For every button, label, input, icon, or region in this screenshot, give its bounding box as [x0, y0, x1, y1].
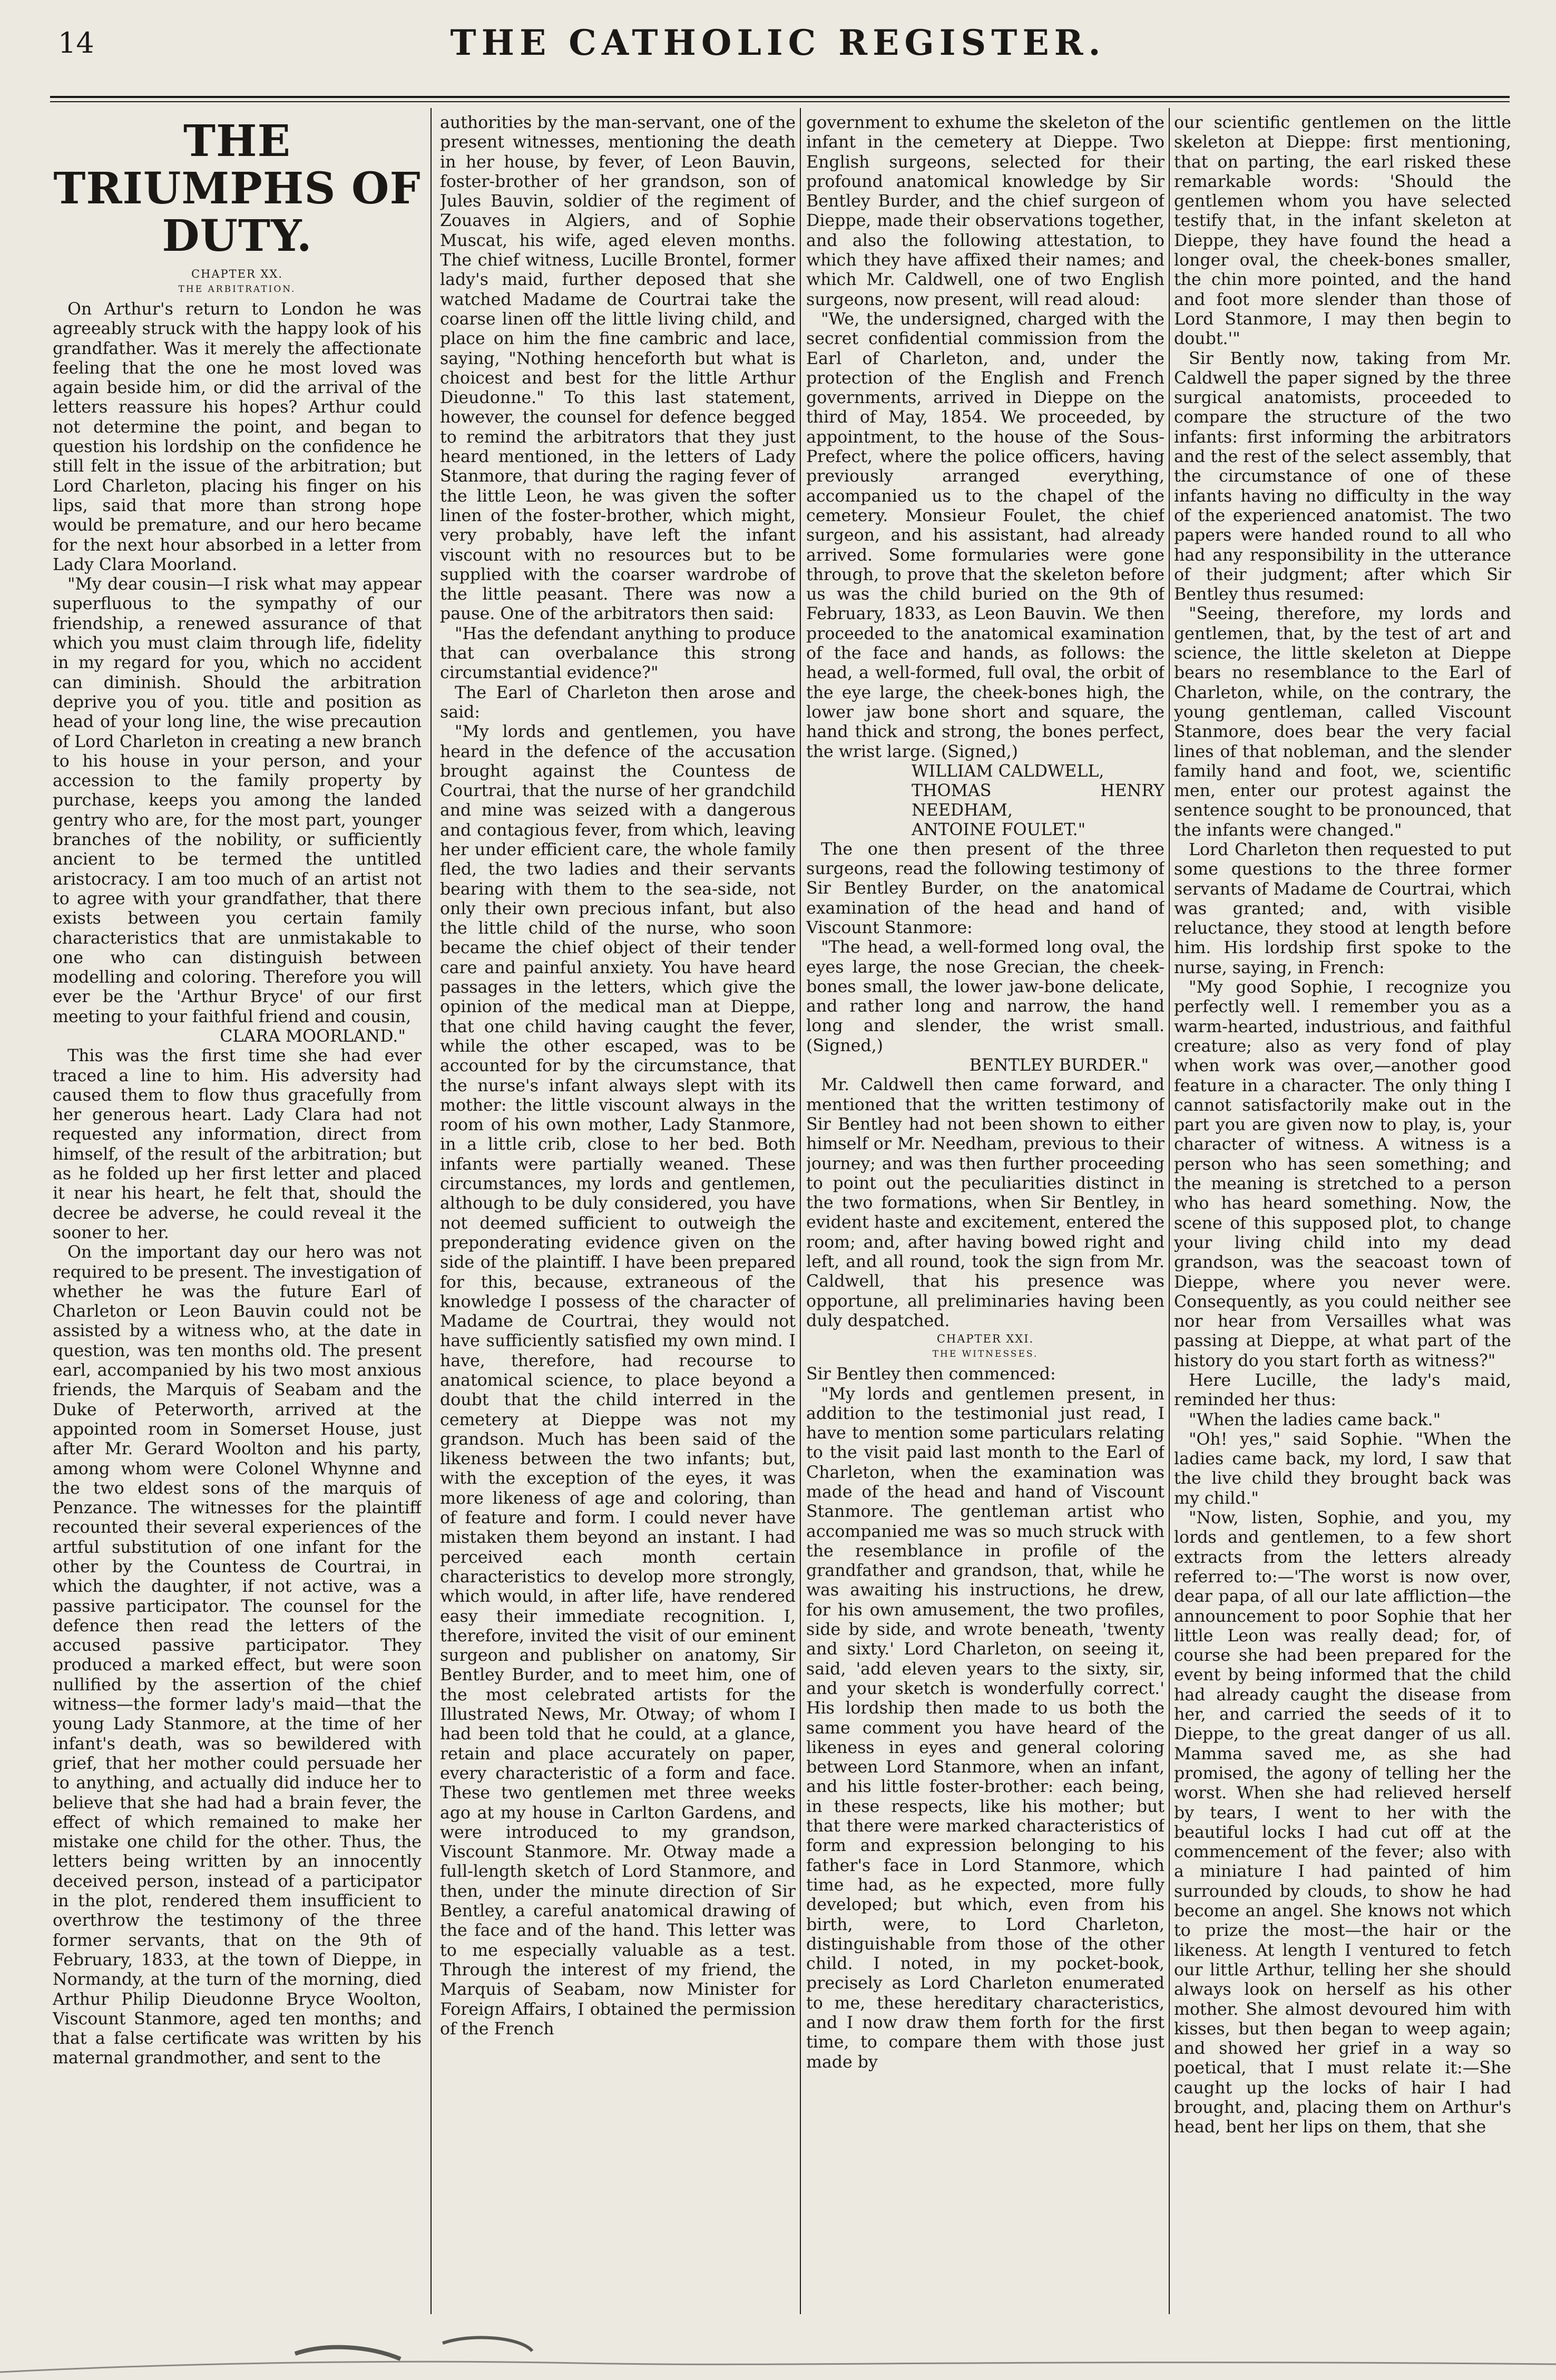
paragraph: "My lords and gentlemen, you have heard in the defence of the accusation brought against the Countess de Courtrai, that the nurse of her grandchild and mine was seized with a dangerous and contagious fever, from which, leaving her under efficient care, the whole family fled, the two ladies and their servants bearing with them to the sea-side, not only their own precious infant, but also the little child of the nurse, who soon became the chief object of their tender care and painful anxiety. You have heard passages in the letters, which give the opinion of the medical man at Dieppe, that one child having caught the fever, while the other escaped, was to be accounted for by the circumstance, that the nurse's infant always slept with its mother: the little viscount always in the room of his own mother, Lady Stanmore, in a little crib, close to her bed. Both infants were partially weaned. These circumstances, my lords and gentlemen, although to be duly considered, you have not deemed sufficient to outweigh the preponderating evidence given on the side of the plaintiff. I have been prepared for this, because, extraneous of the knowledge I possess of the character of Madame de Courtrai, they would not have sufficiently satisfied my own mind. I have, therefore, had recourse to anatomical science, to place beyond a doubt that the child interred in the cemetery at Dieppe was not my grandson. Much has been said of the likeness between the two infants; but, with the exception of the eyes, it was more likeness of age and coloring, than of feature and form. I could never have mistaken them beyond an instant. I had perceived each month certain characteristics to develop more strongly, which would, in after life, have rendered easy their immediate recognition. I, therefore, invited the visit of our eminent surgeon and publisher on anatomy, Sir Bentley Burder, and to meet him, one of the most celebrated artists for the Illustrated News, Mr. Otway; of whom I had been told that he could, at a glance, retain and place accurately on paper, every characteristic of a form and face. These two gentlemen met three weeks ago at my house in Carlton Gardens, and were introduced to my grandson, Viscount Stanmore. Mr. Otway made a full-length sketch of Lord Stanmore, and then, under the minute direction of Sir Bentley, a careful anatomical drawing of the face and of the hand. This letter was to me especially valuable as a test. Through the interest of my friend, the Marquis of Seabam, now Minister for Foreign Affairs, I obtained the permission of the French	[440, 722, 796, 2039]
paragraph: On Arthur's return to London he was agreeably struck with the happy look of his grandfather. Was it merely the affectionate feeling that the one he most loved was again beside him, or did the arrival of the letters reassure his hopes? Arthur could not determine the point, and began to question his lordship on the confidence he still felt in the issue of the arbitration; but Lord Charleton, placing his finger on his lips, said that more than strong hope would be premature, and our hero became for the next hour absorbed in a letter from Lady Clara Moorland.	[53, 300, 422, 574]
paragraph: "When the ladies came back."	[1189, 1410, 1441, 1429]
paragraph: "Now, listen, Sophie, and you, my lords and gentlemen, to a few short extracts from the letters already referred to:—'The worst is now over, dear papa, of all our late affliction—the announcement to poor Sophie that her little Leon was really dead; for, of course she had been prepared for the event by being informed that the child had already caught the disease from her, and carried the seeds of it to Dieppe, to the great danger of us all. Mamma saved me, as she had promised, the agony of telling her the worst. When she had relieved herself by tears, I went to her with the beautiful locks I had cut off at the commencement of the fever; also with a miniature I had painted of him surrounded by clouds, to show he had become an angel. She knows not which to prize the most—the hair or the likeness. At length I ventured to fetch our little Arthur, telling her she should always look on herself as his other mother. She almost devoured him with kisses, but then began to weep again; and showed her grief in a way so poetical, that I must relate it:—She caught up the locks of hair I had brought, and, placing them on Arthur's head, bent her lips on them, that she	[1174, 1509, 1511, 2137]
paragraph: "The head, a well-formed long oval, the eyes large, the nose Grecian, the cheek-bones small, the lower jaw-bone delicate, and rather long and narrow, the hand long and slender, the wrist small. (Signed,)	[806, 938, 1164, 1055]
column-3	[806, 113, 1164, 2309]
paragraph: "My lords and gentlemen present, in addition to the testimonial just read, I have to mention some particulars relating to the visit paid last month to the Earl of Charleton, when the examination was made of the head and hand of Viscount Stanmore. The gentleman artist who accompanied me was so much struck with the resemblance in profile of the grandfather and grandson, that, while he was awaiting his instructions, he drew, for his own amusement, the two profiles, side by side, and wrote beneath, 'twenty and sixty.' Lord Charleton, on seeing it, said, 'add eleven years to the sixty, sir, and your sketch is wonderfully correct.' His lordship then made to us both the same comment you have heard of the likeness in eyes and general coloring between Lord Stanmore, when an infant, and his little foster-brother: each being, in these respects, like his mother; but that there were marked characteristics of form and expression belonging to his father's face in Lord Stanmore, which time had, as he expected, more fully developed; but which, even from his birth, were, to Lord Charleton, distinguishable from those of the other child. I noted, in my pocket-book, precisely as Lord Charleton enumerated to me, these hereditary characteristics, and I now draw them forth for the first time, to compare them with those just made by	[806, 1384, 1164, 2072]
column-1	[53, 113, 422, 2309]
paragraph: Lord Charleton then requested to put some questions to the three former servants of Madame de Courtrai, which was granted; and, with visible reluctance, they stood at length before him. His lordship first spoke to the nurse, saying, in French:	[1174, 840, 1511, 977]
newspaper-title: THE CATHOLIC REGISTER.	[450, 22, 1106, 63]
letter-signature: CLARA MOORLAND."	[220, 1026, 406, 1046]
paragraph: "We, the undersigned, charged with the secret confidential commission from the Earl of Charleton, and, under the protection of the English and French governments, arrived in Dieppe on the third of May, 1854. We proceeded, by appointment, to the house of the Sous-Prefect, where the police officers, having previously arranged everything, accompanied us to the chapel of the cemetery. Monsieur Foulet, the chief surgeon, and his assistant, had already arrived. Some formularies were gone through, to prove that the skeleton before us was the child buried on the 9th of February, 1833, as Leon Bauvin. We then proceeded to the anatomical examination of the face and hands, as follows: the head, a well-formed, full oval, the orbit of the eye large, the cheek-bones high, the lower jaw bone short and square, the hand thick and strong, the bones perfect, the wrist large. (Signed,)	[806, 309, 1164, 761]
chapter-heading: CHAPTER XXI.	[936, 1333, 1034, 1346]
paragraph: Mr. Caldwell then came forward, and mentioned that the written testimony of Sir Bentley had not been shown to either himself or Mr. Needham, previous to their journey; and was then further proceeding to point out the peculiarities distinct in the two formations, when Sir Bentley, in evident haste and excitement, entered the room; and, after having bowed right and left, and all round, took the sign from Mr. Caldwell, that his presence was opportune, all preliminaries having been duly despatched.	[806, 1075, 1164, 1330]
signatory: WILLIAM CALDWELL,	[912, 761, 1104, 781]
paragraph: authorities by the man-servant, one of the present witnesses, mentioning the death in her house, by fever, of Leon Bauvin, foster-brother of her grandson, son of Jules Bauvin, soldier of the regiment of Zouaves in Algiers, and of Sophie Muscat, his wife, aged eleven months. The chief witness, Lucille Brontel, former lady's maid, further deposed that she watched Madame de Courtrai take the coarse linen off the little living child, and place on him the fine cambric and lace, saying, "Nothing henceforth but what is choicest and best for the little Arthur Dieudonne." To this last statement, however, the counsel for defence begged to remind the arbitrators that they just heard mentioned, in the letters of Lady Stanmore, that during the raging fever of the little Leon, he was given the softer linen of the foster-brother, which might, very probably, have left the infant viscount with no resources but to be supplied with the coarser wardrobe of the little peasant. There was now a pause. One of the arbitrators then said:	[440, 113, 796, 624]
chapter-heading: CHAPTER XX.	[191, 268, 283, 280]
paragraph: government to exhume the skeleton of the infant in the cemetery at Dieppe. Two English surgeons, selected for their profound anatomical knowledge by Sir Bentley Burder, and the chief surgeon of Dieppe, made their observations together, and also the following attestation, to which they have affixed their names; and which Mr. Caldwell, one of two English surgeons, now present, will read aloud:	[806, 113, 1164, 309]
chapter-subheading: THE ARBITRATION.	[178, 284, 296, 295]
column-2	[440, 113, 796, 2309]
column-divider	[430, 108, 432, 2314]
paragraph: "Oh! yes," said Sophie. "When the ladies came back, my lord, I saw that the live child they brought back was my child."	[1174, 1429, 1511, 1508]
signatory: THOMAS HENRY NEEDHAM,	[912, 781, 1164, 820]
paragraph: The Earl of Charleton then arose and said:	[440, 683, 796, 722]
header-rule	[50, 96, 1510, 102]
paragraph: This was the first time she had ever traced a line to him. His adversity had caused them to flow thus gracefully from her generous heart. Lady Clara had not requested any information, direct from himself, of the result of the arbitration; but as he folded up her first letter and placed it near his heart, he felt that, should the decree be adverse, he could reveal it the sooner to her.	[53, 1046, 422, 1242]
paragraph: our scientific gentlemen on the little skeleton at Dieppe: first mentioning, that on parting, the earl risked these remarkable words: 'Should the gentlemen whom you have selected testify that, in the infant skeleton at Dieppe, they have found the head a longer oval, the cheek-bones smaller, the chin more pointed, and the hand and foot more slender than those of Lord Stanmore, I may then begin to doubt.'"	[1174, 113, 1511, 349]
paragraph: On the important day our hero was not required to be present. The investigation of whether he was the future Earl of Charleton or Leon Bauvin could not be assisted by a witness who, at the date in question, was ten months old. The present earl, accompanied by his two most anxious friends, the Marquis of Seabam and the Duke of Peterworth, arrived at the appointed room in Somerset House, just after Mr. Gerard Woolton and his party, among whom were Colonel Whynne and the two eldest sons of the marquis of Penzance. The witnesses for the plaintiff recounted their several experiences of the artful substitution of one infant for the other by the Countess de Courtrai, in which the daughter, if not active, was a passive participator. The counsel for the defence then read the letters of the accused passive participator. They produced a marked effect, but were soon nullified by the assertion of the chief witness—the former lady's maid—that the young Lady Stanmore, at the time of her infant's death, was so bewildered with grief, that her mother could persuade her to anything, and actually did induce her to believe that she had had a brain fever, the effect of which remained to make her mistake one child for the other. Thus, the letters being written by an innocently deceived person, instead of a participator in the plot, rendered them insufficient to overthrow the testimony of the three former servants, that on the 9th of February, 1833, at the town of Dieppe, in Normandy, at the turn of the morning, died Arthur Philip Dieudonne Bryce Woolton, Viscount Stanmore, aged ten months; and that a false certificate was written by his maternal grandmother, and sent to the	[53, 1243, 422, 2068]
column-divider	[1169, 108, 1170, 2314]
bottom-edge-marks	[0, 2322, 1556, 2380]
paragraph: Sir Bently now, taking from Mr. Caldwell the paper signed by the three surgical anatomists, proceeded to compare the structure of the two infants: first informing the arbitrators and the rest of the select assembly, that the circumstance of one of these infants having no difficulty in the way of the experienced anatomist. The two papers were handed round to all who had any responsibility in the utterance of their judgment; after which Sir Bentley thus resumed:	[1174, 349, 1511, 604]
paragraph: "My good Sophie, I recognize you perfectly well. I remember you as a warm-hearted, industrious, and faithful creature; also as very fond of play when work was over,—another good feature in a character. The only thing I cannot satisfactorily make out in the part you are given now to play, is, your character of witness. A witness is a person who has seen something; and the meaning is stretched to a person who has heard something. Now, the scene of this supposed plot, to change your living child into my dead grandson, was the seacoast town of Dieppe, where you never were. Consequently, as you could neither see nor hear from Versailles what was passing at Dieppe, at what part of the history do you start forth as witness?"	[1174, 978, 1511, 1370]
column-divider	[800, 108, 801, 2314]
column-4	[1174, 113, 1511, 2309]
paragraph: "Has the defendant anything to produce that can overbalance this strong circumstantial evidence?"	[440, 624, 796, 683]
letter-signature: BENTLEY BURDER."	[969, 1056, 1149, 1075]
chapter-subheading: THE WITNESSES.	[932, 1349, 1039, 1360]
paragraph: The one then present of the three surgeons, read the following testimony of Sir Bentley Burder, on the anatomical examination of the head and hand of Viscount Stanmore:	[806, 839, 1164, 937]
paragraph: Here Lucille, the lady's maid, reminded her thus:	[1174, 1371, 1511, 1410]
paragraph: "Seeing, therefore, my lords and gentlemen, that, by the test of art and science, the little skeleton at Dieppe bears no resemblance to the Earl of Charleton, while, on the contrary, the young gentleman, called Viscount Stanmore, does bear the very facial lines of that nobleman, and the slender family hand and foot, we, scientific men, enter our protest against the sentence sought to be pronounced, that the infants were changed."	[1174, 604, 1511, 840]
signatory: ANTOINE FOULET."	[912, 820, 1086, 839]
paragraph: "My dear cousin—I risk what may appear superfluous to the sympathy of our friendship, a renewed assurance of that which you must claim through life, fidelity in my regard for you, which no accident can diminish. Should the arbitration deprive you of you. title and position as head of your long line, the wise precaution of Lord Charleton in creating a new branch to his house in your person, and your accession to the family property by purchase, keeps you among the landed gentry who are, for the most part, younger branches of the nobility, or sufficiently ancient to be termed the untitled aristocracy. I am too much of an artist not to agree with your grandfather, that there exists between you certain family characteristics that are unmistakable to one who can distinguish between modelling and coloring. Therefore you will ever be the 'Arthur Bryce' of our first meeting to your faithful friend and cousin,	[53, 575, 422, 1026]
page-number: 14	[58, 26, 94, 60]
story-headline: THE TRIUMPHS OF DUTY.	[53, 116, 421, 261]
paragraph: Sir Bentley then commenced:	[806, 1365, 1056, 1384]
